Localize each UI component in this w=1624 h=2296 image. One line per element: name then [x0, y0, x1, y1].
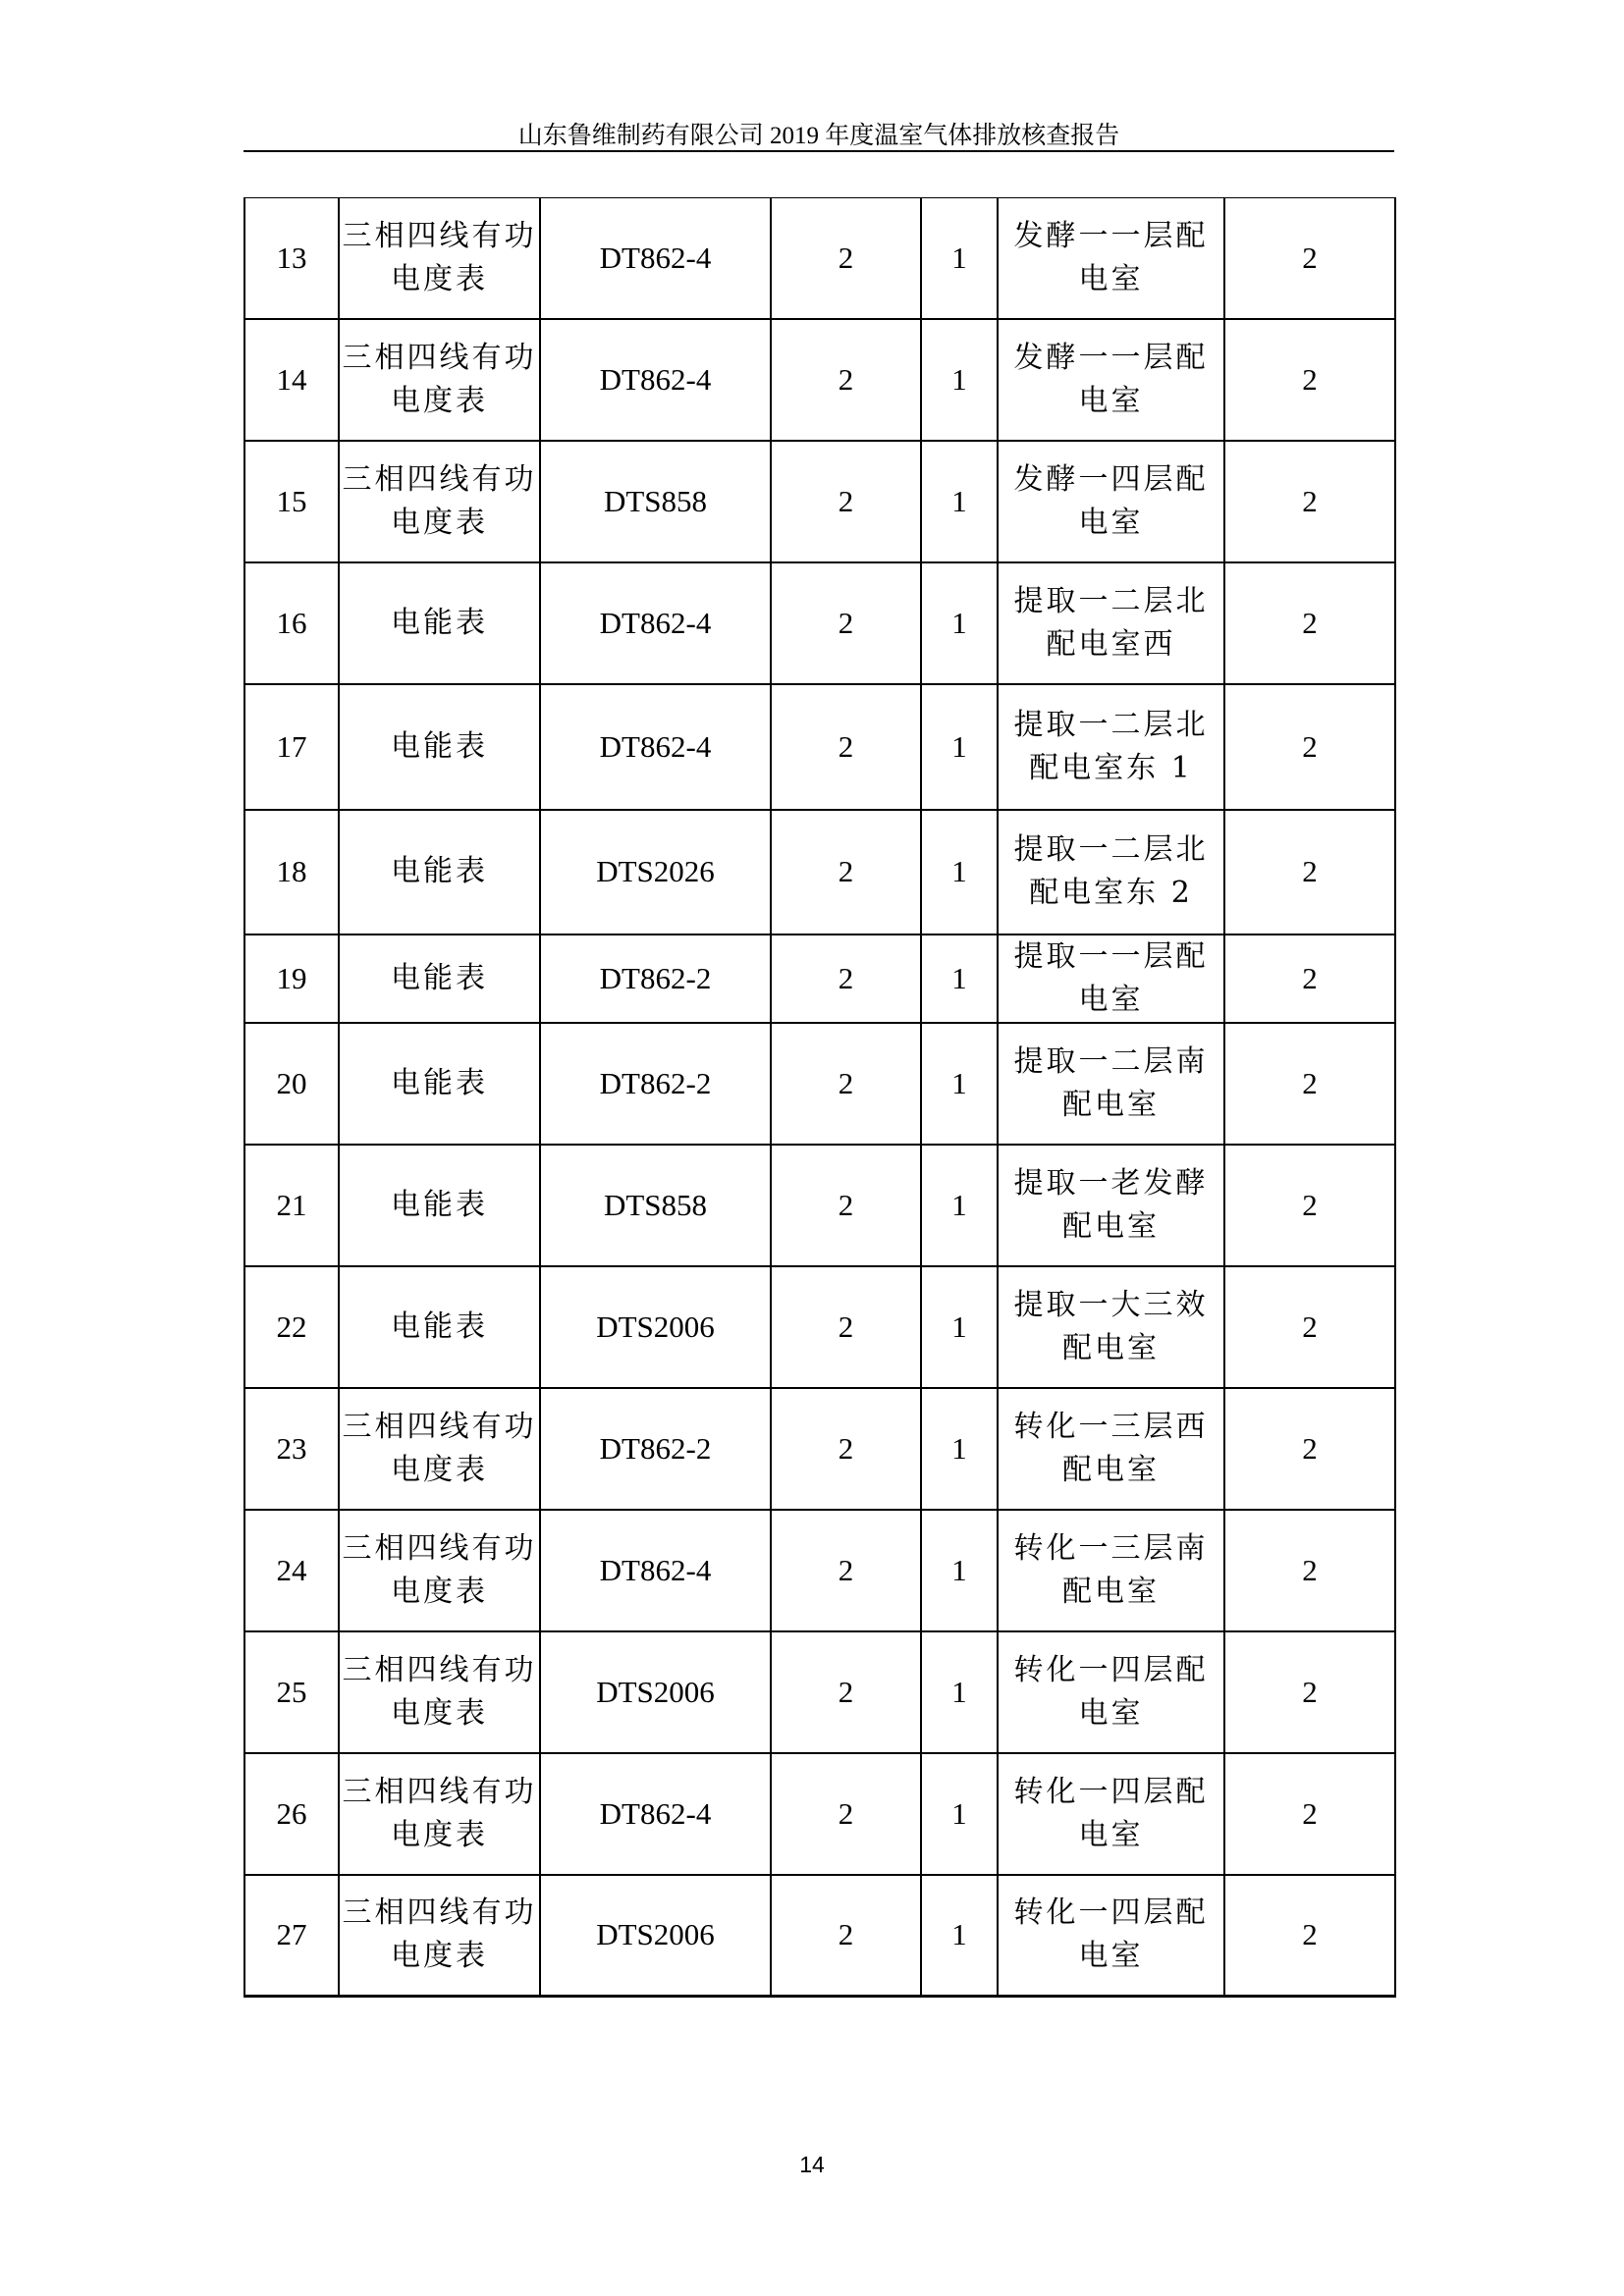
cell-no: 27 — [244, 1875, 339, 1997]
page-number: 14 — [799, 2152, 825, 2177]
cell-name-line: 电能表 — [391, 854, 488, 888]
meter-table — [244, 197, 1396, 1998]
cell-location-line: 配电室东 2 — [1029, 876, 1193, 910]
cell-name-line: 三相四线有功 — [342, 461, 537, 497]
cell-location — [998, 1388, 1224, 1510]
cell-no: 20 — [244, 1023, 339, 1145]
cell-location-line: 电室 — [1078, 982, 1144, 1017]
cell-location-line: 电室 — [1078, 1939, 1144, 1974]
cell-freq: 2 — [1224, 810, 1395, 934]
cell-name-line: 电度表 — [391, 261, 488, 296]
cell-count: 1 — [921, 1266, 998, 1388]
cell-location — [998, 810, 1224, 934]
cell-location — [998, 1631, 1224, 1753]
cell-name-line: 电度表 — [391, 383, 488, 418]
cell-freq: 2 — [1224, 1145, 1395, 1266]
table-row — [244, 319, 1395, 441]
cell-freq: 2 — [1224, 1266, 1395, 1388]
table-row — [244, 1023, 1395, 1145]
cell-freq: 2 — [1224, 934, 1395, 1023]
cell-level: 2 — [771, 684, 921, 810]
cell-name-line: 电能表 — [391, 1187, 488, 1222]
cell-location — [998, 1145, 1224, 1266]
cell-count: 1 — [921, 1510, 998, 1631]
table-row — [244, 1266, 1395, 1388]
cell-location-line: 电室 — [1078, 383, 1144, 418]
cell-freq: 2 — [1224, 684, 1395, 810]
cell-level: 2 — [771, 1631, 921, 1753]
table-row — [244, 1510, 1395, 1631]
cell-level: 2 — [771, 319, 921, 441]
cell-level: 2 — [771, 562, 921, 684]
cell-freq: 2 — [1224, 1388, 1395, 1510]
cell-location-line: 发酵一一层配 — [1013, 218, 1209, 253]
cell-model: DT862-4 — [540, 198, 771, 319]
cell-level: 2 — [771, 1388, 921, 1510]
cell-freq: 2 — [1224, 1875, 1395, 1997]
cell-location-line: 配电室 — [1062, 1330, 1160, 1365]
cell-location-line: 配电室东 1 — [1029, 750, 1193, 785]
cell-no: 14 — [244, 319, 339, 441]
cell-name — [339, 319, 540, 441]
cell-location — [998, 562, 1224, 684]
cell-name-line: 电能表 — [391, 728, 488, 764]
cell-freq: 2 — [1224, 198, 1395, 319]
cell-location — [998, 1510, 1224, 1631]
cell-location-line: 转化一三层南 — [1013, 1530, 1209, 1566]
cell-model: DT862-4 — [540, 562, 771, 684]
table-row — [244, 1631, 1395, 1753]
cell-location-line: 电室 — [1078, 261, 1144, 296]
cell-name-line: 电能表 — [391, 960, 488, 995]
cell-location — [998, 934, 1224, 1023]
table-row — [244, 198, 1395, 319]
cell-location-line: 配电室 — [1062, 1452, 1160, 1487]
cell-level: 2 — [771, 1753, 921, 1875]
cell-no: 18 — [244, 810, 339, 934]
cell-model: DTS858 — [540, 1145, 771, 1266]
cell-name-line: 三相四线有功 — [342, 340, 537, 375]
cell-location-line: 提取一一层配 — [1013, 938, 1209, 974]
cell-level: 2 — [771, 198, 921, 319]
cell-freq: 2 — [1224, 1023, 1395, 1145]
cell-level: 2 — [771, 1023, 921, 1145]
cell-name-line: 电能表 — [391, 1065, 488, 1100]
cell-no: 17 — [244, 684, 339, 810]
cell-name-line: 电度表 — [391, 1817, 488, 1852]
cell-name-line: 三相四线有功 — [342, 1774, 537, 1809]
table-row — [244, 1875, 1395, 1997]
cell-name-line: 电度表 — [391, 1695, 488, 1731]
cell-name-line: 电能表 — [391, 605, 488, 640]
cell-no: 21 — [244, 1145, 339, 1266]
cell-name-line: 电度表 — [391, 1939, 488, 1974]
cell-no: 13 — [244, 198, 339, 319]
cell-model: DTS858 — [540, 441, 771, 562]
cell-name — [339, 1631, 540, 1753]
cell-location-line: 提取一老发酵 — [1013, 1165, 1209, 1201]
cell-name-line: 电度表 — [391, 1574, 488, 1609]
cell-location-line: 提取一二层北 — [1013, 707, 1209, 742]
table-row — [244, 441, 1395, 562]
cell-freq: 2 — [1224, 319, 1395, 441]
cell-no: 15 — [244, 441, 339, 562]
cell-location — [998, 1753, 1224, 1875]
cell-no: 16 — [244, 562, 339, 684]
cell-level: 2 — [771, 934, 921, 1023]
cell-model: DT862-4 — [540, 1753, 771, 1875]
cell-no: 25 — [244, 1631, 339, 1753]
cell-name — [339, 1388, 540, 1510]
cell-count: 1 — [921, 1631, 998, 1753]
cell-location-line: 提取一二层北 — [1013, 832, 1209, 867]
cell-freq: 2 — [1224, 562, 1395, 684]
cell-location-line: 配电室 — [1062, 1087, 1160, 1122]
cell-model: DTS2006 — [540, 1631, 771, 1753]
cell-name — [339, 1023, 540, 1145]
cell-model: DTS2006 — [540, 1875, 771, 1997]
cell-level: 2 — [771, 1266, 921, 1388]
cell-count: 1 — [921, 1388, 998, 1510]
cell-location-line: 转化一四层配 — [1013, 1896, 1209, 1931]
cell-name-line: 三相四线有功 — [342, 1896, 537, 1931]
cell-count: 1 — [921, 934, 998, 1023]
cell-location-line: 转化一四层配 — [1013, 1652, 1209, 1687]
cell-model: DT862-2 — [540, 1023, 771, 1145]
cell-name-line: 三相四线有功 — [342, 1409, 537, 1444]
cell-model: DT862-2 — [540, 934, 771, 1023]
cell-location — [998, 1266, 1224, 1388]
cell-level: 2 — [771, 1875, 921, 1997]
cell-location-line: 电室 — [1078, 1817, 1144, 1852]
cell-name — [339, 684, 540, 810]
cell-count: 1 — [921, 1023, 998, 1145]
cell-location-line: 电室 — [1078, 505, 1144, 540]
cell-count: 1 — [921, 319, 998, 441]
cell-no: 23 — [244, 1388, 339, 1510]
cell-location-line: 提取一大三效 — [1013, 1287, 1209, 1322]
table-row — [244, 1145, 1395, 1266]
cell-no: 24 — [244, 1510, 339, 1631]
cell-model: DT862-2 — [540, 1388, 771, 1510]
cell-location-line: 配电室 — [1062, 1574, 1160, 1609]
cell-name — [339, 1266, 540, 1388]
table-row — [244, 1388, 1395, 1510]
cell-count: 1 — [921, 684, 998, 810]
cell-location — [998, 684, 1224, 810]
cell-location — [998, 198, 1224, 319]
cell-name — [339, 441, 540, 562]
cell-location-line: 发酵一一层配 — [1013, 340, 1209, 375]
cell-count: 1 — [921, 1753, 998, 1875]
cell-level: 2 — [771, 1145, 921, 1266]
cell-location-line: 配电室西 — [1046, 626, 1176, 662]
cell-freq: 2 — [1224, 441, 1395, 562]
cell-name-line: 三相四线有功 — [342, 1652, 537, 1687]
cell-level: 2 — [771, 441, 921, 562]
cell-freq: 2 — [1224, 1631, 1395, 1753]
table-row — [244, 810, 1395, 934]
cell-name — [339, 562, 540, 684]
cell-name — [339, 810, 540, 934]
table-row — [244, 562, 1395, 684]
header-rule — [244, 150, 1394, 152]
cell-model: DT862-4 — [540, 1510, 771, 1631]
cell-location-line: 提取一二层北 — [1013, 583, 1209, 618]
cell-freq: 2 — [1224, 1753, 1395, 1875]
cell-name-line: 三相四线有功 — [342, 218, 537, 253]
cell-name — [339, 1145, 540, 1266]
cell-name-line: 电度表 — [391, 1452, 488, 1487]
cell-count: 1 — [921, 441, 998, 562]
cell-location-line: 提取一二层南 — [1013, 1043, 1209, 1079]
cell-location-line: 配电室 — [1062, 1208, 1160, 1244]
cell-model: DT862-4 — [540, 319, 771, 441]
table-row — [244, 1753, 1395, 1875]
cell-name-line: 三相四线有功 — [342, 1530, 537, 1566]
table-row — [244, 934, 1395, 1023]
cell-location-line: 转化一三层西 — [1013, 1409, 1209, 1444]
cell-no: 22 — [244, 1266, 339, 1388]
cell-count: 1 — [921, 562, 998, 684]
cell-location — [998, 1023, 1224, 1145]
cell-location-line: 电室 — [1078, 1695, 1144, 1731]
cell-name — [339, 198, 540, 319]
cell-name-line: 电度表 — [391, 505, 488, 540]
cell-level: 2 — [771, 810, 921, 934]
cell-location — [998, 441, 1224, 562]
table-row — [244, 684, 1395, 810]
cell-count: 1 — [921, 810, 998, 934]
cell-model: DT862-4 — [540, 684, 771, 810]
cell-name — [339, 1510, 540, 1631]
cell-name — [339, 1875, 540, 1997]
cell-model: DTS2006 — [540, 1266, 771, 1388]
cell-location — [998, 1875, 1224, 1997]
report-header: 山东鲁维制药有限公司 2019 年度温室气体排放核查报告 — [517, 123, 1120, 149]
cell-location-line: 发酵一四层配 — [1013, 461, 1209, 497]
cell-count: 1 — [921, 1145, 998, 1266]
cell-no: 19 — [244, 934, 339, 1023]
cell-level: 2 — [771, 1510, 921, 1631]
cell-count: 1 — [921, 198, 998, 319]
cell-location — [998, 319, 1224, 441]
cell-no: 26 — [244, 1753, 339, 1875]
cell-name-line: 电能表 — [391, 1308, 488, 1344]
cell-name — [339, 1753, 540, 1875]
cell-count: 1 — [921, 1875, 998, 1997]
cell-model: DTS2026 — [540, 810, 771, 934]
cell-name — [339, 934, 540, 1023]
cell-location-line: 转化一四层配 — [1013, 1774, 1209, 1809]
cell-freq: 2 — [1224, 1510, 1395, 1631]
